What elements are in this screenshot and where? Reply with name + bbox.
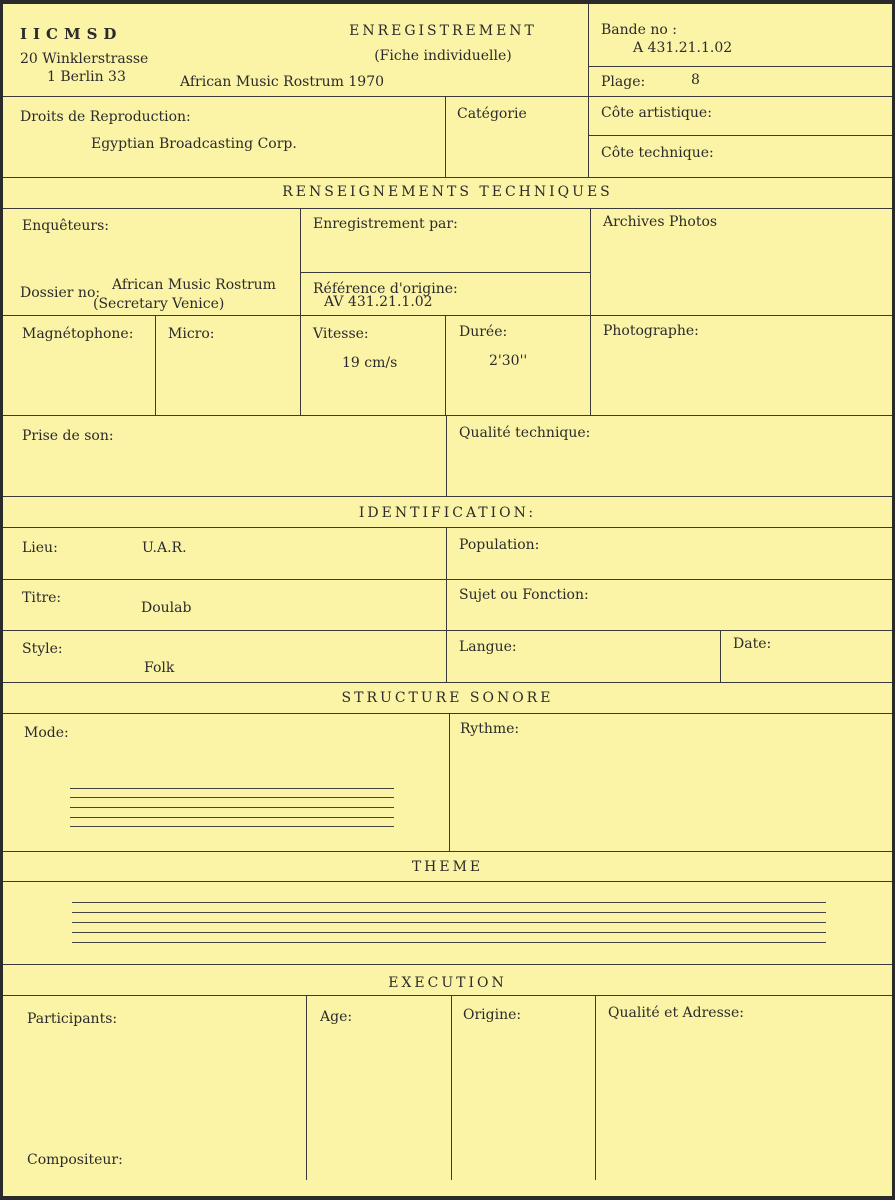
- mode-staff-line: [70, 817, 394, 818]
- categorie-label: Catégorie: [457, 106, 527, 122]
- mode-label: Mode:: [24, 725, 69, 741]
- event-name: African Music Rostrum 1970: [180, 74, 385, 90]
- participants-label: Participants:: [27, 1011, 118, 1027]
- titre-label: Titre:: [22, 590, 62, 606]
- theme-bottom-line: [3, 964, 892, 965]
- cote-technique-label: Côte technique:: [601, 145, 714, 161]
- mode-staff-line: [70, 807, 394, 808]
- langue-date-divider: [720, 630, 721, 682]
- dossier-value-line2: (Secretary Venice): [93, 296, 225, 312]
- style-label: Style:: [22, 641, 63, 657]
- address-line2: 1 Berlin 33: [47, 69, 126, 85]
- tech-divider-2: [590, 208, 591, 416]
- theme-section-title: THEME: [411, 859, 484, 875]
- age-label: Age:: [320, 1009, 353, 1025]
- duree-value: 2'30'': [489, 353, 528, 369]
- date-label: Date:: [733, 636, 772, 652]
- rights-bottom-line: [3, 177, 892, 178]
- enregistrement-par-label: Enregistrement par:: [313, 216, 458, 232]
- droits-value: Egyptian Broadcasting Corp.: [91, 136, 297, 152]
- duree-label: Durée:: [459, 324, 508, 340]
- prise-divider: [446, 415, 447, 497]
- exec-divider-2: [451, 995, 452, 1180]
- theme-staff-line: [72, 942, 826, 943]
- header-divider: [588, 4, 589, 96]
- vitesse-label: Vitesse:: [313, 326, 369, 342]
- archives-photos-label: Archives Photos: [603, 214, 718, 230]
- technique-bottom-line: [3, 496, 892, 497]
- structure-header-line: [3, 713, 892, 714]
- theme-staff-line: [72, 902, 826, 903]
- theme-header-line: [3, 881, 892, 882]
- ident-line-1: [3, 579, 892, 580]
- compositeur-label: Compositeur:: [27, 1152, 123, 1168]
- technique-section-title: RENSEIGNEMENTS TECHNIQUES: [282, 184, 613, 200]
- langue-label: Langue:: [459, 639, 517, 655]
- enqueteurs-label: Enquêteurs:: [22, 218, 110, 234]
- ident-line-2: [3, 630, 892, 631]
- form-subtitle: (Fiche individuelle): [374, 48, 512, 64]
- photographe-label: Photographe:: [603, 323, 699, 339]
- identification-header-line: [3, 527, 892, 528]
- qualite-adresse-label: Qualité et Adresse:: [608, 1005, 744, 1021]
- logo: IICMSD: [20, 25, 123, 43]
- lieu-label: Lieu:: [22, 540, 58, 556]
- cote-divider: [589, 135, 892, 136]
- identification-bottom-line: [3, 682, 892, 683]
- dossier-label: Dossier no:: [20, 285, 101, 301]
- dossier-value-line1: African Music Rostrum: [112, 277, 276, 293]
- sujet-label: Sujet ou Fonction:: [459, 587, 589, 603]
- titre-value: Doulab: [141, 600, 192, 616]
- address-line1: 20 Winklerstrasse: [20, 51, 149, 67]
- population-label: Population:: [459, 537, 540, 553]
- mode-staff-line: [70, 788, 394, 789]
- tech-divider-3: [155, 315, 156, 416]
- bande-value: A 431.21.1.02: [633, 40, 733, 56]
- tech-lower-line: [3, 415, 892, 416]
- theme-staff-line: [72, 922, 826, 923]
- structure-bottom-line: [3, 851, 892, 852]
- lieu-value: U.A.R.: [142, 540, 187, 556]
- plage-value: 8: [691, 72, 700, 88]
- style-value: Folk: [144, 660, 175, 676]
- execution-header-line: [3, 995, 892, 996]
- reference-label: Référence d'origine:: [313, 281, 458, 297]
- theme-staff-line: [72, 912, 826, 913]
- magnetophone-label: Magnétophone:: [22, 326, 134, 342]
- tech-mid-line: [3, 315, 892, 316]
- tech-divider-1: [300, 208, 301, 416]
- structure-divider: [449, 713, 450, 851]
- bande-plage-divider: [589, 66, 892, 67]
- mode-staff-line: [70, 797, 394, 798]
- bande-label: Bande no :: [601, 22, 677, 38]
- qualite-technique-label: Qualité technique:: [459, 425, 591, 441]
- exec-divider-1: [306, 995, 307, 1180]
- mode-staff-line: [70, 826, 394, 827]
- micro-label: Micro:: [168, 326, 215, 342]
- header-bottom-line: [3, 96, 892, 97]
- record-card: [3, 4, 892, 1196]
- origine-label: Origine:: [463, 1007, 522, 1023]
- execution-section-title: EXECUTION: [388, 975, 507, 991]
- plage-label: Plage:: [601, 74, 646, 90]
- rights-divider-1: [445, 96, 446, 177]
- identification-section-title: IDENTIFICATION:: [358, 505, 537, 521]
- exec-divider-3: [595, 995, 596, 1180]
- tech-divider-4: [445, 315, 446, 416]
- theme-staff-line: [72, 932, 826, 933]
- rights-divider-2: [588, 96, 589, 177]
- technique-header-line: [3, 208, 892, 209]
- ident-divider: [446, 527, 447, 682]
- prise-de-son-label: Prise de son:: [22, 428, 114, 444]
- reference-value: AV 431.21.1.02: [324, 294, 433, 310]
- form-title: ENREGISTREMENT: [349, 23, 537, 39]
- cote-artistique-label: Côte artistique:: [601, 105, 712, 121]
- structure-section-title: STRUCTURE SONORE: [341, 690, 554, 706]
- rythme-label: Rythme:: [460, 721, 520, 737]
- reference-top-line: [300, 272, 590, 273]
- droits-label: Droits de Reproduction:: [20, 109, 191, 125]
- vitesse-value: 19 cm/s: [342, 355, 398, 371]
